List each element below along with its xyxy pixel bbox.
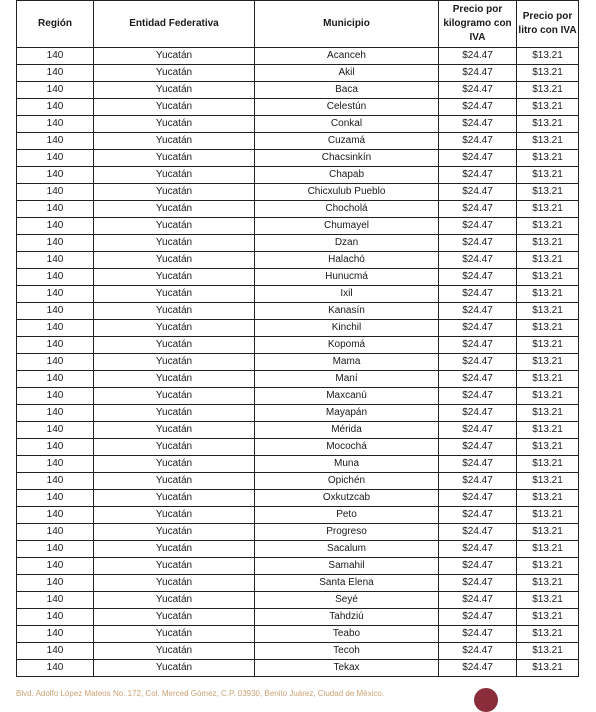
- cell-municipio: Santa Elena: [255, 575, 439, 592]
- cell-entidad: Yucatán: [94, 235, 255, 252]
- cell-precio-kg: $24.47: [439, 82, 517, 99]
- cell-precio-kg: $24.47: [439, 133, 517, 150]
- cell-municipio: Mayapán: [255, 405, 439, 422]
- cell-precio-kg: $24.47: [439, 320, 517, 337]
- cell-region: 140: [17, 490, 94, 507]
- cell-precio-litro: $13.21: [517, 286, 579, 303]
- table-row: [17, 626, 579, 643]
- cell-region: 140: [17, 422, 94, 439]
- header-precio-litro: Precio por litro con IVA: [517, 1, 579, 48]
- cell-municipio: Samahil: [255, 558, 439, 575]
- cell-precio-kg: $24.47: [439, 48, 517, 65]
- cell-precio-kg: $24.47: [439, 626, 517, 643]
- cell-region: 140: [17, 626, 94, 643]
- cell-precio-litro: $13.21: [517, 337, 579, 354]
- cell-entidad: Yucatán: [94, 388, 255, 405]
- cell-municipio: Chacsinkín: [255, 150, 439, 167]
- cell-precio-litro: $13.21: [517, 626, 579, 643]
- cell-precio-kg: $24.47: [439, 371, 517, 388]
- cell-precio-litro: $13.21: [517, 167, 579, 184]
- cell-municipio: Ixil: [255, 286, 439, 303]
- cell-entidad: Yucatán: [94, 320, 255, 337]
- cell-precio-kg: $24.47: [439, 303, 517, 320]
- cell-precio-litro: $13.21: [517, 48, 579, 65]
- cell-precio-litro: $13.21: [517, 303, 579, 320]
- cell-municipio: Tecoh: [255, 643, 439, 660]
- cell-entidad: Yucatán: [94, 252, 255, 269]
- cell-precio-kg: $24.47: [439, 507, 517, 524]
- cell-region: 140: [17, 524, 94, 541]
- cell-region: 140: [17, 252, 94, 269]
- table-row: [17, 456, 579, 473]
- cell-precio-litro: $13.21: [517, 524, 579, 541]
- cell-entidad: Yucatán: [94, 609, 255, 626]
- cell-precio-litro: $13.21: [517, 439, 579, 456]
- table-row: [17, 609, 579, 626]
- cell-entidad: Yucatán: [94, 473, 255, 490]
- cell-precio-litro: $13.21: [517, 184, 579, 201]
- table-row: [17, 252, 579, 269]
- cell-region: 140: [17, 150, 94, 167]
- cell-precio-litro: $13.21: [517, 490, 579, 507]
- table-row: [17, 65, 579, 82]
- cell-municipio: Conkal: [255, 116, 439, 133]
- cell-region: 140: [17, 82, 94, 99]
- table-row: [17, 150, 579, 167]
- table-row: [17, 99, 579, 116]
- cell-municipio: Acanceh: [255, 48, 439, 65]
- cell-municipio: Oxkutzcab: [255, 490, 439, 507]
- cell-entidad: Yucatán: [94, 337, 255, 354]
- cell-municipio: Peto: [255, 507, 439, 524]
- cell-precio-kg: $24.47: [439, 575, 517, 592]
- table-row: [17, 405, 579, 422]
- cell-precio-kg: $24.47: [439, 252, 517, 269]
- cell-precio-kg: $24.47: [439, 218, 517, 235]
- cell-region: 140: [17, 133, 94, 150]
- table-row: [17, 48, 579, 65]
- cell-entidad: Yucatán: [94, 150, 255, 167]
- cell-precio-kg: $24.47: [439, 558, 517, 575]
- cell-precio-litro: $13.21: [517, 473, 579, 490]
- cell-entidad: Yucatán: [94, 490, 255, 507]
- cell-region: 140: [17, 269, 94, 286]
- cell-precio-litro: $13.21: [517, 320, 579, 337]
- cell-entidad: Yucatán: [94, 303, 255, 320]
- cell-precio-litro: $13.21: [517, 82, 579, 99]
- cell-precio-litro: $13.21: [517, 558, 579, 575]
- cell-municipio: Akil: [255, 65, 439, 82]
- cell-municipio: Mama: [255, 354, 439, 371]
- cell-municipio: Teabo: [255, 626, 439, 643]
- table-header: [17, 1, 579, 48]
- cell-municipio: Kinchil: [255, 320, 439, 337]
- cell-municipio: Cuzamá: [255, 133, 439, 150]
- cell-region: 140: [17, 660, 94, 677]
- cell-region: 140: [17, 99, 94, 116]
- table-row: [17, 388, 579, 405]
- cell-region: 140: [17, 320, 94, 337]
- cell-entidad: Yucatán: [94, 541, 255, 558]
- cell-municipio: Kopomá: [255, 337, 439, 354]
- cell-precio-kg: $24.47: [439, 201, 517, 218]
- cell-entidad: Yucatán: [94, 524, 255, 541]
- table-row: [17, 218, 579, 235]
- cell-precio-kg: $24.47: [439, 643, 517, 660]
- cell-region: 140: [17, 201, 94, 218]
- cell-municipio: Mocochá: [255, 439, 439, 456]
- cell-region: 140: [17, 388, 94, 405]
- cell-precio-kg: $24.47: [439, 439, 517, 456]
- table-row: [17, 490, 579, 507]
- price-table: [16, 0, 579, 677]
- table-row: [17, 473, 579, 490]
- table-row: [17, 524, 579, 541]
- table-row: [17, 184, 579, 201]
- cell-precio-kg: $24.47: [439, 269, 517, 286]
- cell-municipio: Baca: [255, 82, 439, 99]
- cell-precio-kg: $24.47: [439, 184, 517, 201]
- cell-entidad: Yucatán: [94, 65, 255, 82]
- cell-entidad: Yucatán: [94, 592, 255, 609]
- cell-entidad: Yucatán: [94, 218, 255, 235]
- cell-precio-litro: $13.21: [517, 65, 579, 82]
- cell-entidad: Yucatán: [94, 99, 255, 116]
- cell-entidad: Yucatán: [94, 405, 255, 422]
- cell-precio-kg: $24.47: [439, 422, 517, 439]
- cell-precio-litro: $13.21: [517, 371, 579, 388]
- cell-municipio: Progreso: [255, 524, 439, 541]
- cell-precio-kg: $24.47: [439, 116, 517, 133]
- header-municipio: Municipio: [255, 1, 439, 48]
- cell-precio-kg: $24.47: [439, 354, 517, 371]
- cell-precio-litro: $13.21: [517, 252, 579, 269]
- cell-precio-kg: $24.47: [439, 167, 517, 184]
- footer-address: Blvd. Adolfo López Mateos No. 172, Col. Merced Gómez, C.P. 03930, Benito Juárez, Ciudad de México.: [16, 689, 385, 698]
- table-row: [17, 575, 579, 592]
- cell-precio-kg: $24.47: [439, 150, 517, 167]
- cell-municipio: Chicxulub Pueblo: [255, 184, 439, 201]
- cell-entidad: Yucatán: [94, 133, 255, 150]
- table-row: [17, 507, 579, 524]
- cell-municipio: Celestún: [255, 99, 439, 116]
- table-row: [17, 116, 579, 133]
- cell-precio-kg: $24.47: [439, 490, 517, 507]
- cell-precio-litro: $13.21: [517, 133, 579, 150]
- cell-precio-litro: $13.21: [517, 422, 579, 439]
- cell-precio-litro: $13.21: [517, 218, 579, 235]
- table-body: [17, 48, 579, 677]
- table-row: [17, 354, 579, 371]
- cell-entidad: Yucatán: [94, 286, 255, 303]
- table-row: [17, 269, 579, 286]
- table-row: [17, 82, 579, 99]
- cell-region: 140: [17, 116, 94, 133]
- cell-municipio: Dzan: [255, 235, 439, 252]
- cell-precio-kg: $24.47: [439, 524, 517, 541]
- cell-region: 140: [17, 405, 94, 422]
- table-row: [17, 643, 579, 660]
- cell-precio-litro: $13.21: [517, 354, 579, 371]
- cell-municipio: Hunucmá: [255, 269, 439, 286]
- cell-precio-litro: $13.21: [517, 150, 579, 167]
- cell-entidad: Yucatán: [94, 184, 255, 201]
- cell-region: 140: [17, 235, 94, 252]
- cell-entidad: Yucatán: [94, 439, 255, 456]
- cell-precio-kg: $24.47: [439, 541, 517, 558]
- cell-region: 140: [17, 575, 94, 592]
- cell-entidad: Yucatán: [94, 575, 255, 592]
- cell-entidad: Yucatán: [94, 558, 255, 575]
- cell-region: 140: [17, 354, 94, 371]
- cell-entidad: Yucatán: [94, 660, 255, 677]
- cell-precio-litro: $13.21: [517, 269, 579, 286]
- cell-precio-litro: $13.21: [517, 456, 579, 473]
- cell-municipio: Seyé: [255, 592, 439, 609]
- cell-precio-litro: $13.21: [517, 609, 579, 626]
- cell-municipio: Sacalum: [255, 541, 439, 558]
- cell-entidad: Yucatán: [94, 643, 255, 660]
- cell-precio-litro: $13.21: [517, 592, 579, 609]
- cell-entidad: Yucatán: [94, 116, 255, 133]
- cell-municipio: Muna: [255, 456, 439, 473]
- cell-precio-litro: $13.21: [517, 235, 579, 252]
- cell-entidad: Yucatán: [94, 507, 255, 524]
- table-row: [17, 558, 579, 575]
- cell-precio-kg: $24.47: [439, 660, 517, 677]
- cell-precio-kg: $24.47: [439, 405, 517, 422]
- cell-region: 140: [17, 65, 94, 82]
- cell-precio-kg: $24.47: [439, 609, 517, 626]
- cell-entidad: Yucatán: [94, 626, 255, 643]
- table-row: [17, 592, 579, 609]
- cell-municipio: Maní: [255, 371, 439, 388]
- cell-region: 140: [17, 473, 94, 490]
- cell-precio-kg: $24.47: [439, 286, 517, 303]
- cell-entidad: Yucatán: [94, 201, 255, 218]
- cell-precio-litro: $13.21: [517, 575, 579, 592]
- cell-region: 140: [17, 609, 94, 626]
- cell-municipio: Tekax: [255, 660, 439, 677]
- cell-precio-kg: $24.47: [439, 235, 517, 252]
- cell-region: 140: [17, 184, 94, 201]
- cell-region: 140: [17, 541, 94, 558]
- header-region: Región: [17, 1, 94, 48]
- cell-precio-litro: $13.21: [517, 99, 579, 116]
- cell-precio-kg: $24.47: [439, 388, 517, 405]
- cell-precio-kg: $24.47: [439, 99, 517, 116]
- cell-region: 140: [17, 592, 94, 609]
- cell-region: 140: [17, 48, 94, 65]
- cell-region: 140: [17, 337, 94, 354]
- cell-precio-kg: $24.47: [439, 337, 517, 354]
- cell-precio-kg: $24.47: [439, 65, 517, 82]
- cell-entidad: Yucatán: [94, 371, 255, 388]
- cell-municipio: Mérida: [255, 422, 439, 439]
- cell-entidad: Yucatán: [94, 354, 255, 371]
- table-row: [17, 167, 579, 184]
- cell-region: 140: [17, 286, 94, 303]
- cell-municipio: Chapab: [255, 167, 439, 184]
- cell-entidad: Yucatán: [94, 167, 255, 184]
- cell-precio-kg: $24.47: [439, 592, 517, 609]
- table-row: [17, 133, 579, 150]
- header-entidad: Entidad Federativa: [94, 1, 255, 48]
- cell-entidad: Yucatán: [94, 422, 255, 439]
- cell-region: 140: [17, 558, 94, 575]
- table-row: [17, 439, 579, 456]
- cell-entidad: Yucatán: [94, 48, 255, 65]
- cell-region: 140: [17, 218, 94, 235]
- cell-precio-litro: $13.21: [517, 507, 579, 524]
- cell-entidad: Yucatán: [94, 456, 255, 473]
- table-row: [17, 422, 579, 439]
- cell-region: 140: [17, 371, 94, 388]
- cell-municipio: Maxcanú: [255, 388, 439, 405]
- cell-municipio: Halachó: [255, 252, 439, 269]
- cell-region: 140: [17, 643, 94, 660]
- cell-region: 140: [17, 439, 94, 456]
- table-row: [17, 201, 579, 218]
- cell-precio-litro: $13.21: [517, 643, 579, 660]
- table-row: [17, 541, 579, 558]
- cell-precio-litro: $13.21: [517, 660, 579, 677]
- cell-precio-kg: $24.47: [439, 473, 517, 490]
- table-row: [17, 371, 579, 388]
- table-row: [17, 235, 579, 252]
- institution-logo-icon: [474, 688, 498, 712]
- cell-precio-litro: $13.21: [517, 541, 579, 558]
- cell-precio-litro: $13.21: [517, 388, 579, 405]
- cell-municipio: Chumayel: [255, 218, 439, 235]
- table-row: [17, 286, 579, 303]
- cell-precio-kg: $24.47: [439, 456, 517, 473]
- cell-municipio: Chocholá: [255, 201, 439, 218]
- cell-region: 140: [17, 507, 94, 524]
- cell-precio-litro: $13.21: [517, 201, 579, 218]
- cell-region: 140: [17, 303, 94, 320]
- cell-entidad: Yucatán: [94, 82, 255, 99]
- cell-municipio: Opichén: [255, 473, 439, 490]
- cell-region: 140: [17, 167, 94, 184]
- header-row: [17, 1, 579, 48]
- table-row: [17, 303, 579, 320]
- table-row: [17, 660, 579, 677]
- cell-region: 140: [17, 456, 94, 473]
- cell-entidad: Yucatán: [94, 269, 255, 286]
- table-row: [17, 320, 579, 337]
- cell-municipio: Tahdziú: [255, 609, 439, 626]
- cell-precio-litro: $13.21: [517, 116, 579, 133]
- cell-municipio: Kanasín: [255, 303, 439, 320]
- table-row: [17, 337, 579, 354]
- header-precio-kg: Precio por kilogramo con IVA: [439, 1, 517, 48]
- cell-precio-litro: $13.21: [517, 405, 579, 422]
